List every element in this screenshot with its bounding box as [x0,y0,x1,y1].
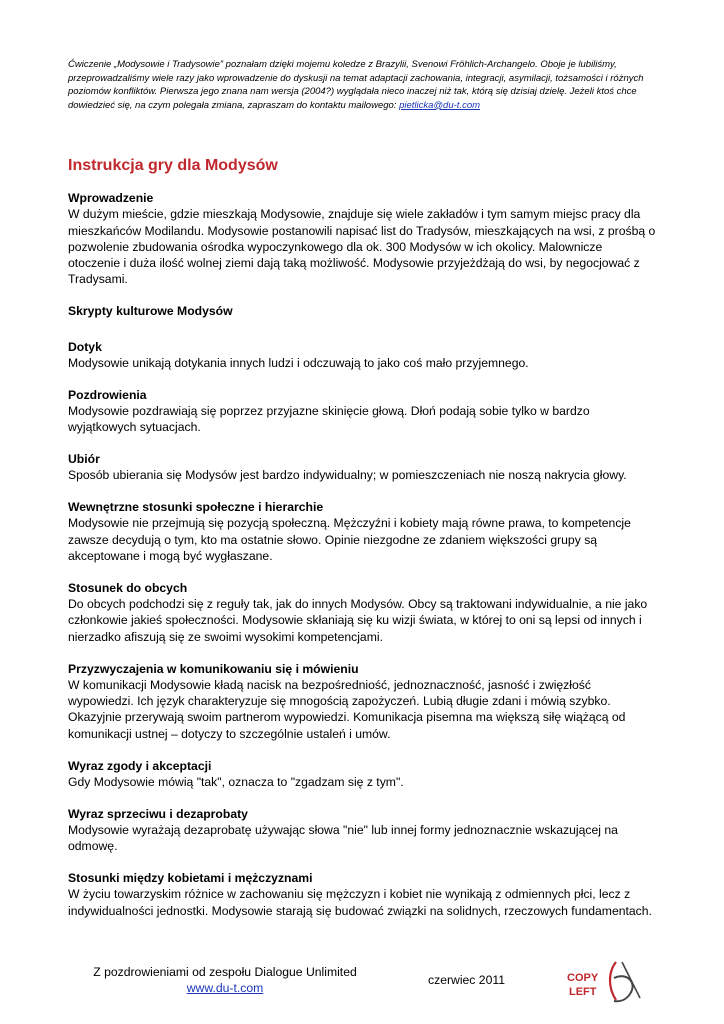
intro-note [68,58,658,112]
section-heading: Dotyk [68,339,102,354]
footer-greeting: Z pozdrowieniami od zespołu Dialogue Unlimited [93,965,357,979]
section-attitude-to-strangers [68,580,656,645]
section-body: W dużym mieście, gdzie mieszkają Modysowie, znajduje się wiele zakładów i tym samym miejsc pracy dla mieszkańców Modilandu. Modysowie postanowili napisać list do Tradysów, mieszkających na wsi, z prośbą o pozwolenie zbudowania ośrodka wypoczynkowego dla ok. 300 Modysów w ich okolicy. Malownicze otoczenie i duża ilość wolnej ziemi dają taką możliwość. Modysowie przyjeżdżają do wsi, by negocjować z Tradysami. [68,207,656,287]
section-gender-relations [68,870,656,919]
section-body: W życiu towarzyskim różnice w zachowaniu się mężczyzn i kobiet nie wynikają z odmiennych płci, lecz z indywidualności jednostki. Modysowie starają się budować związki na solidnych, rzeczowych fundamentach. [68,887,652,918]
section-heading: Wprowadzenie [68,191,154,205]
section-body: Modysowie pozdrawiają się poprzez przyjazne skinięcie głową. Dłoń podają sobie tylko w bardzo wyjątkowych sytuacjach. [68,403,590,435]
section-heading: Wyraz zgody i akceptacji [68,758,212,773]
section-agreement [68,758,656,791]
section-communication-habits [68,661,656,742]
section-body: Modysowie nie przejmują się pozycją społeczną. Mężczyźni i kobiety mają równe prawa, to kompetencje zawsze decydują o tym, kto ma ostatnie słowo. Opinie niezgodne ze zdaniem większości grupy są akceptowane i mogą być wygłaszane. [68,516,631,564]
section-introduction [68,190,656,288]
section-body: Modysowie wyrażają dezaprobatę używając słowa "nie" lub innej formy jednoznacznie wskazującej na odmowę. [68,822,618,854]
section-heading: Stosunki między kobietami i mężczyznami [68,871,313,885]
section-body: Do obcych podchodzi się z reguły tak, jak do innych Modysów. Obcy są traktowani indywidualnie, a nie jako członkowie jakieś społeczności. Modysowie skłaniają się ku wizji świata, w której to oni są lepsi od innych i nierzadko afiszują się ze swoimi wysokimi kompetencjami. [68,597,648,644]
footer-signature [70,964,380,996]
page-title: Instrukcja gry dla Modysów [68,157,278,174]
section-heading: Skrypty kulturowe Modysów [68,304,233,319]
contact-email-link[interactable]: pietlicka@du-t.com [399,99,481,111]
section-cultural-scripts [68,303,656,319]
section-clothing [68,451,656,484]
document-body [68,190,656,934]
section-heading: Przyzwyczajenia w komunikowaniu się i mówieniu [68,661,359,676]
section-touch [68,339,656,372]
section-disapproval [68,806,656,855]
section-heading: Stosunek do obcych [68,580,188,595]
intro-text: Ćwiczenie „Modysowie i Tradysowie” poznałam dzięki mojemu koledze z Brazylii, Svenowi Fröhlich-Archangelo. Oboje je lubiliśmy, przeprowadzaliśmy wiele razy jako wprowadzenie do dyskusji na temat adaptacji zachowania, integracji, asymilacji, tożsamości i różnych poziomów konfliktów. Pierwsza jego znana nam wersja (2004?) wyglądała nieco inaczej niż tak, którą się dzisiaj dzielę. Jeżeli ktoś chce dowiedzieć się, na czym polegała zmiana, zapraszam do kontaktu mailowego: [68,59,644,111]
section-heading: Wyraz sprzeciwu i dezaprobaty [68,806,248,821]
section-heading: Wewnętrzne stosunki społeczne i hierarchie [68,500,324,515]
section-social-relations [68,499,656,564]
section-heading: Pozdrowienia [68,387,147,402]
section-heading: Ubiór [68,452,100,467]
footer-date: czerwiec 2011 [428,973,505,987]
section-body: Modysowie unikają dotykania innych ludzi i odczuwają to jako coś mało przyjemnego. [68,355,529,370]
logo-text-left: LEFT [569,986,597,998]
logo-text-copy: COPY [567,972,599,984]
section-greetings [68,387,656,436]
section-body: W komunikacji Modysowie kładą nacisk na bezpośredniość, jednoznaczność, jasność i zwięzłość wypowiedzi. Ich język charakteryzuje się mnogością zapożyczeń. Lubią długie zdani i mówią szybko. Okazyjnie przerywają swoim partnerom wypowiedzi. Komunikacja pisemna ma większą siłę wiążącą od komunikacji ustnej – dotyczy to szczególnie ustaleń i umów. [68,677,626,741]
section-body: Sposób ubierania się Modysów jest bardzo indywidualny; w pomieszczeniach nie noszą nakrycia głowy. [68,468,627,483]
section-body: Gdy Modysowie mówią "tak", oznacza to "zgadzam się z tym". [68,774,404,789]
footer-website-link[interactable]: www.du-t.com [186,981,264,995]
copyleft-logo [564,958,644,1008]
